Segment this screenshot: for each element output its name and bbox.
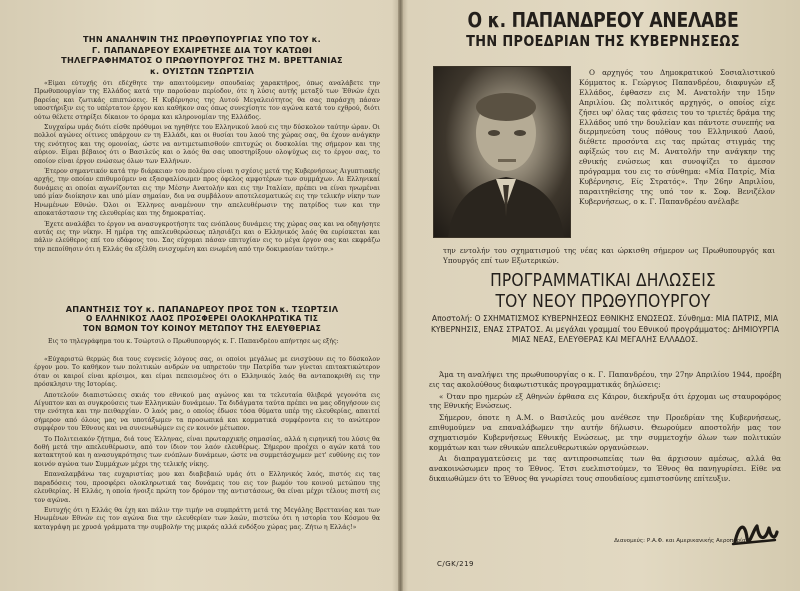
left-headline (26, 34, 378, 76)
left-headline-line-3: ΤΗΛΕΓΡΑΦΗΜΑΤΟΣ Ο ΠΡΩΘΥΠΟΥΡΓΟΣ ΤΗΣ Μ. ΒΡΕΤΤΑΝΙΑΣ (61, 55, 343, 66)
right-headline-line-1: Ο κ. ΠΑΠΑΝΔΡΕΟΥ ΑΝΕΛΑΒΕ (467, 8, 739, 32)
program-title-line-2: ΤΟΥ ΝΕΟΥ ΠΡΩΘΥΠΟΥΡΓΟΥ (495, 291, 711, 312)
reply-headline (24, 304, 380, 334)
program-body (429, 370, 781, 536)
program-paragraph: Αι διαπραγματεύσεις με τας αντιπροσωπείας των θα άρχισουν αμέσως, αλλά θα ανακοινώσωμεν προς το Έθνος. Έτσι ευελπιστούμεν, το Έθνος θα πανηγυρίσει. Είθε να δικαιωθώμεν ότι το Έθνος θα γνωρίσει τους σπουδαίους εμπιστοσύνης επίτευξιν. (429, 454, 781, 483)
reply-paragraph: Επαναλαμβάνω τας ευχαριστίας μου και διαβεβαιώ υμάς ότι ο Ελληνικός λαός, πιστός εις τας παραδόσεις του, προσφέρει ολοκληρωτικά τας δυνάμεις του εις τον βωμόν του κοινού μετώπου της ελευθερίας. Η Ελλάς, η οποία ήνοιξε πρώτη τον δρόμον της αντιστάσεως, θα είναι μέχρι τέλους πιστή εις τον αγώνα. (34, 471, 380, 504)
reply-paragraph: Αποτελούν διαπιστώσεις σκιάς του εθνικού μας αγώνος και τα τελευταία θλιβερά γεγονότα εις Αίγυπτον και αι συγκρούσεις των Ελληνικών δυνάμεων. Τα διδάγματα ταύτα πρέπει να μας οδηγήσουν εις την ενότητα και την πειθαρχίαν. Ο λαός μας, ο οποίος έδωσε τόσα θύματα υπέρ της ελευθερίας, απαιτεί σήμερον από όλους μας να υποτάξωμεν τα προσωπικά και κομματικά συμφέροντα εις το ανώτερον συμφέρον του Έθνους και να συνενωθώμεν εις εν κοινόν μέτωπον. (34, 391, 380, 433)
bio-continuation: την εντολήν του σχηματισμού της νέας και ώρκισθη σήμερον ως Πρωθυπουργός και Υπουργός επί των Εξωτερικών. (443, 246, 775, 265)
reply-headline-line-2: Ο ΕΛΛΗΝΙΚΟΣ ΛΑΟΣ ΠΡΟΣΦΕΡΕΙ ΟΛΟΚΛΗΡΩΤΙΚΑ ΤΙΣ (85, 314, 319, 323)
distribution-note: Διανομεύς: Ρ.Α.Φ. και Αμερικανικής Αεροπορίας (614, 538, 749, 544)
left-headline-line-4: κ. ΟΥΙΣΤΩΝ ΤΣΩΡΤΣΙΛ (149, 65, 255, 76)
reply-paragraph: Το Πολιτειακόν ζήτημα, διά τους Έλληνας, είναι πρωταρχικής σημασίας, αλλά η ειρηνική του λύσις θα δοθή μετά την απελευθέρωσιν, από τον ίδιον τον λαόν ελευθέρως. Σήμερον προέχει ο αγών κατά του κατακτητού και η ανασυγκρότησις των ενόπλων δυνάμεων, ώστε να συμμετάσχωμεν μετ' ευθύνης εις τον κοινόν αγώνα των Συμμάχων μέχρι της τελικής νίκης. (34, 435, 380, 468)
program-title (421, 270, 785, 312)
telegram-body (34, 80, 380, 290)
reply-paragraph: Ευτυχής ότι η Ελλάς θα έχη και πάλιν την τιμήν να συμπράττη μετά της Μεγάλης Βρεττανίας και των Ηνωμένων Εθνών εις τον αγώνα δια την ελευθερίαν των λαών, πιστεύω ότι η ιστορία του Κόσμου θα καταγράψη με χρυσά γράμματα την συμβολήν της μικράς αλλά ενδόξου χώρας μας. Ζήτω η Ελλάς!» (34, 506, 380, 531)
telegram-paragraph: «Είμαι εύτυχής ότι εδέχθητε την απαιτούμενην σπουδαίας χαρακτήρος, όπως αναλάβετε την Πρωθυπουργίαν της Ελλάδος κατά την παρούσαν περίοδον, ότε η λύσις αυτής μεταξύ των Έθνών έχει βαρείας και ζωτικάς επιπτώσεις. Η Κυβέρνησις της Αυτού Μεγαλειότητος θα σας παράσχη πάσαν υποστήριξιν εις το υπέρτατον έργον και καθήκον σας όπως συνεχίσητε τον αγώνα κατά του εχθρού, διότι ούτω θέλετε στηρίξει δίκαιον το όραμα και κληρονομίαν της Ελλάδος. (34, 80, 380, 121)
bio-beside-photo (579, 68, 775, 246)
portrait-photo (433, 66, 571, 238)
mission-block (429, 314, 781, 360)
portrait-illustration (434, 67, 570, 237)
telegram-paragraph: Έχετε αναλάβει το έργον να ανασυγκροτήσητε τας ενόπλους δυνάμεις της χώρας σας και να οδηγήσητε αυτάς εις την νίκην. Η ημέρα της απελευθερώσεως πλησιάζει και ο Ελληνικός λαός θα ευρίσκεται και πάλιν ελεύθερος επί του εδάφους του. Σας εύχομαι πάσαν επιτυχίαν εις το μέγα έργον σας και εκφράζω την πεποίθησιν ότι η Ελλάς θα εξέλθη ενισχυμένη και ενωμένη από την δοκιμασίαν ταύτην.» (34, 220, 380, 253)
handwritten-mark (729, 518, 781, 552)
bio-below-photo (443, 246, 775, 268)
reply-intro-text: Εις το τηλεγράφημα του κ. Τσώρτσιλ ο Πρωθυπουργός κ. Γ. Παπανδρέου απήντησε ως εξής: (48, 338, 339, 345)
bio-text: Ο αρχηγός του Δημοκρατικού Σοσιαλιστικού Κόμματος κ. Γεώργιος Παπανδρέου, διαφυγών εξ Ελλάδος, έφθασεν εις Μ. Ανατολήν την 15ην Απριλίου. Ως πολιτικός αρχηγός, ο οποίος είχε ζήσει υφ' όλας τας φάσεις του το τριετές δράμα της Ελλάδος υπό την δουλείαν και πάντοτε συνεπής να διερμηνεύση τους πόθους του Ελληνικού Λαού, διέθετε προσόντα εις τας πρώτας στιγμάς της αφίξεώς του εις Μ. Ανατολήν την ανάγκην της εθνικής ενώσεως και συνοψίζει το άμεσον πρόγραμμα του εις το σύνθημα: «Μία Πατρίς, Μία Κυβέρνησις, Είς Στρατός». Την 26ην Απριλίου, παραιτηθείσης της υπό τον κ. Σοφ. Βενιζέλον Κυβερνήσεως, ο κ. Γ. Παπανδρέου ανέλαβε (579, 68, 775, 206)
reply-headline-line-3: ΤΟΝ ΒΩΜΟΝ ΤΟΥ ΚΟΙΝΟΥ ΜΕΤΩΠΟΥ ΤΗΣ ΕΛΕΥΘΕΡΙΑΣ (83, 324, 321, 333)
reply-paragraph: «Εύχαριστώ θερμώς δια τους ευγενείς λόγους σας, οι οποίοι μεγάλως με ενισχύουν εις το δύσκολον έργον μου. Το καθήκον των πολιτικών ανδρών να υπηρετούν την Πατρίδα των γίνεται επιτακτικώτερον όταν οι καιροί είναι κρίσιμοι, και είμαι πεπεισμένος ότι ο Ελληνικός λαός θα ανταποκριθή εις την πρόσκλησιν της Ιστορίας. (34, 356, 380, 389)
mission-text: Αποστολή: Ο ΣΧΗΜΑΤΙΣΜΟΣ ΚΥΒΕΡΝΗΣΕΩΣ ΕΘΝΙΚΗΣ ΕΝΩΣΕΩΣ. Σύνθημα: ΜΙΑ ΠΑΤΡΙΣ, ΜΙΑ ΚΥΒΕΡΝΗΣΙΣ, ΕΝΑΣ ΣΤΡΑΤΟΣ. Αι μεγάλαι γραμμαί του Εθνικού προγράμματος: ΔΗΜΙΟΥΡΓΙΑ ΜΙΑΣ ΝΕΑΣ, ΕΛΕΥΘΕΡΑΣ ΚΑΙ ΜΕΓΑΛΗΣ ΕΛΛΑΔΟΣ. (430, 314, 780, 345)
program-paragraph: Σήμερον, όποτε η Α.Μ. ο Βασιλεύς μου ανέθεσε την Προεδρίαν της Κυβερνήσεως, επιθυμούμεν να επαναλάβωμεν την αυτήν δήλωσιν. Θεωρούμεν αποστολήν μας τον σχηματισμόν Κυβερνήσεως Εθνικής Ενώσεως, με την συμμετοχήν όλων των πολιτικών κομμάτων και των εθνικών απελευθερωτικών οργανώσεων. (429, 413, 781, 452)
left-page (0, 0, 398, 591)
leaflet-code: C/GK/219 (437, 560, 474, 568)
reply-body (34, 356, 380, 580)
reply-headline-line-1: ΑΠΑΝΤΗΣΙΣ ΤΟΥ κ. ΠΑΠΑΝΔΡΕΟΥ ΠΡΟΣ ΤΟΝ κ. ΤΣΩΡΤΣΙΛ (65, 304, 339, 314)
program-title-line-1: ΠΡΟΓΡΑΜΜΑΤΙΚΑΙ ΔΗΛΩΣΕΙΣ (490, 270, 716, 291)
right-headline-line-2: ΤΗΝ ΠΡΟΕΔΡΙΑΝ ΤΗΣ ΚΥΒΕΡΝΗΣΕΩΣ (466, 32, 740, 50)
program-paragraph: Άμα τη αναλήψει της πρωθυπουργίας ο κ. Γ. Παπανδρέου, την 27ην Απριλίου 1944, προέβη εις τας ακολούθους διαφωτιστικάς προγραμματικάς δηλώσεις: (429, 370, 781, 389)
left-headline-line-2: Γ. ΠΑΠΑΝΔΡΕΟΥ ΕΧΑΙΡΕΤΗΣΕ ΔΙΑ ΤΟΥ ΚΑΤΩΘΙ (91, 44, 313, 55)
telegram-paragraph: Συγχαίρω υμάς διότι είσθε πρόθυμοι να ηγηθήτε του Ελληνικού λαού εις την δύσκολον ταύτην ώραν. Οι πολλοί αγώνες οίτινες υπάρχουν εν τη Ελλάδι, και οι θυσίαι του λαού της χώρας σας, θα έχουν ανάγκην της ενότητος και της ομονοίας, ώστε να αντιμετωπισθούν επιτυχώς οι δυσκολίαι της σήμερον και της αύριον. Είμαι βέβαιος ότι ο Βασιλεύς και ο λαός θα σας υποστηρίξουν ολοψύχως εις το έργον σας, το οποίον είναι έργον ενώσεως όλων των Ελλήνων. (34, 124, 380, 165)
program-paragraph: « Όταν προ ημερών εξ Αθηνών έφθασα εις Κάιρον, διεκήρυξα ότι έρχομαι ως σταυροφόρος της Εθνικής Ενώσεως. (429, 391, 781, 411)
right-headline (413, 8, 793, 51)
left-headline-line-1: ΤΗΝ ΑΝΑΛΗΨΙΝ ΤΗΣ ΠΡΩΘΥΠΟΥΡΓΙΑΣ ΥΠΟ ΤΟΥ κ. (83, 34, 321, 44)
right-page (403, 0, 800, 591)
reply-intro (34, 338, 380, 356)
telegram-paragraph: Έτερον σημαντικόν κατά την διάρκειαν του πολέμου είναι η σχέσις μετά της Κυβερνήσεως Αιγυπτιακής αρχής, την οποίαν επιθυμούμεν να εξασφαλίσωμεν προς όφελος αμφοτέρων των συμμάχων. Αι Ελληνικαί δυνάμεις αι οποίαι αγωνίζονται εις την Μέσην Ανατολήν και εις την Ιταλίαν, πρέπει να είναι ηνωμέναι υπό μίαν διοίκησιν και υπό μίαν σημαίαν, δια να συμβάλουν αποτελεσματικώς εις την τελικήν νίκην των Ηνωμένων Εθνών. Όλοι οι Έλληνες αναμένουν την απελευθέρωσιν της πατρίδος των και την αποκατάστασιν της ελευθερίας και της δημοκρατίας. (34, 168, 380, 218)
